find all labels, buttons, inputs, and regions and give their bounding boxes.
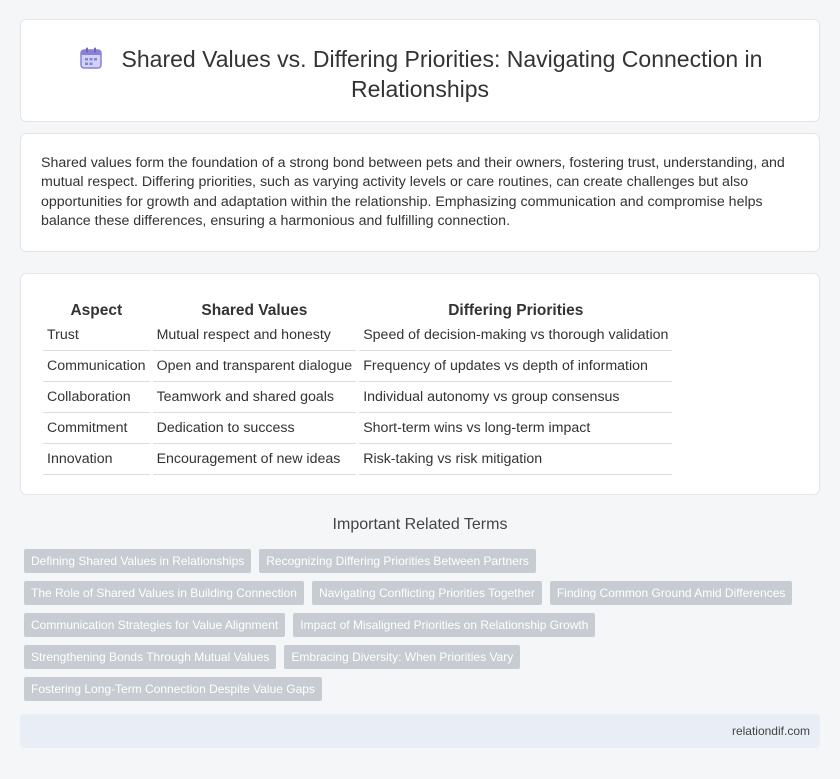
related-term-chip[interactable]: Navigating Conflicting Priorities Together	[312, 581, 542, 605]
chip-row	[24, 645, 814, 669]
table-row	[43, 382, 672, 413]
table-row	[43, 444, 672, 475]
cell-differing: Risk-taking vs risk mitigation	[359, 444, 672, 475]
related-term-chip[interactable]: Finding Common Ground Amid Differences	[550, 581, 793, 605]
header-shared-values: Shared Values	[201, 302, 308, 319]
cell-aspect: Collaboration	[43, 382, 150, 413]
calendar-icon	[78, 46, 104, 70]
related-term-chip[interactable]: The Role of Shared Values in Building Connection	[24, 581, 304, 605]
comparison-table	[43, 296, 672, 475]
intro-card	[20, 133, 820, 252]
related-terms-title: Important Related Terms	[332, 516, 508, 533]
related-term-chip[interactable]: Fostering Long-Term Connection Despite Value Gaps	[24, 677, 322, 701]
related-term-chip[interactable]: Impact of Misaligned Priorities on Relationship Growth	[293, 613, 595, 637]
cell-shared: Mutual respect and honesty	[153, 320, 357, 351]
cell-differing: Short-term wins vs long-term impact	[359, 413, 672, 444]
comparison-card	[20, 273, 820, 495]
table-row	[43, 413, 672, 444]
related-term-chip[interactable]: Communication Strategies for Value Alignment	[24, 613, 285, 637]
chip-row	[24, 613, 814, 637]
cell-shared: Teamwork and shared goals	[153, 382, 357, 413]
header-differing-priorities: Differing Priorities	[448, 302, 584, 319]
header-aspect: Aspect	[70, 302, 123, 319]
cell-shared: Open and transparent dialogue	[153, 351, 357, 382]
page-title	[61, 44, 779, 104]
related-term-chip[interactable]: Strengthening Bonds Through Mutual Values	[24, 645, 276, 669]
page-title-text: Shared Values vs. Differing Priorities: Navigating Connection in Relationships	[121, 46, 763, 102]
footer-site-link[interactable]: relationdif.com	[731, 724, 810, 738]
cell-differing: Individual autonomy vs group consensus	[359, 382, 672, 413]
chip-row	[24, 581, 814, 605]
header-card	[20, 19, 820, 122]
cell-differing: Frequency of updates vs depth of information	[359, 351, 672, 382]
chip-row	[24, 677, 814, 701]
footer	[20, 714, 820, 748]
intro-paragraph: Shared values form the foundation of a strong bond between pets and their owners, fostering trust, understanding, and mutual respect. Differing priorities, such as varying activity levels or care routines, can create challenges but also opportunities for growth and adaptation within the relationship. Emphasizing communication and compromise helps balance these differences, ensuring a harmonious and fulfilling connection.	[41, 155, 785, 229]
cell-aspect: Communication	[43, 351, 150, 382]
cell-differing: Speed of decision-making vs thorough validation	[359, 320, 672, 351]
chip-row	[24, 549, 814, 573]
related-term-chip[interactable]: Recognizing Differing Priorities Between Partners	[259, 549, 536, 573]
related-term-chip[interactable]: Embracing Diversity: When Priorities Vary	[284, 645, 520, 669]
related-terms-list	[24, 549, 814, 709]
cell-shared: Dedication to success	[153, 413, 357, 444]
cell-aspect: Commitment	[43, 413, 150, 444]
table-header-row	[43, 296, 672, 320]
related-term-chip[interactable]: Defining Shared Values in Relationships	[24, 549, 251, 573]
table-row	[43, 351, 672, 382]
table-row	[43, 320, 672, 351]
cell-aspect: Trust	[43, 320, 150, 351]
cell-aspect: Innovation	[43, 444, 150, 475]
cell-shared: Encouragement of new ideas	[153, 444, 357, 475]
